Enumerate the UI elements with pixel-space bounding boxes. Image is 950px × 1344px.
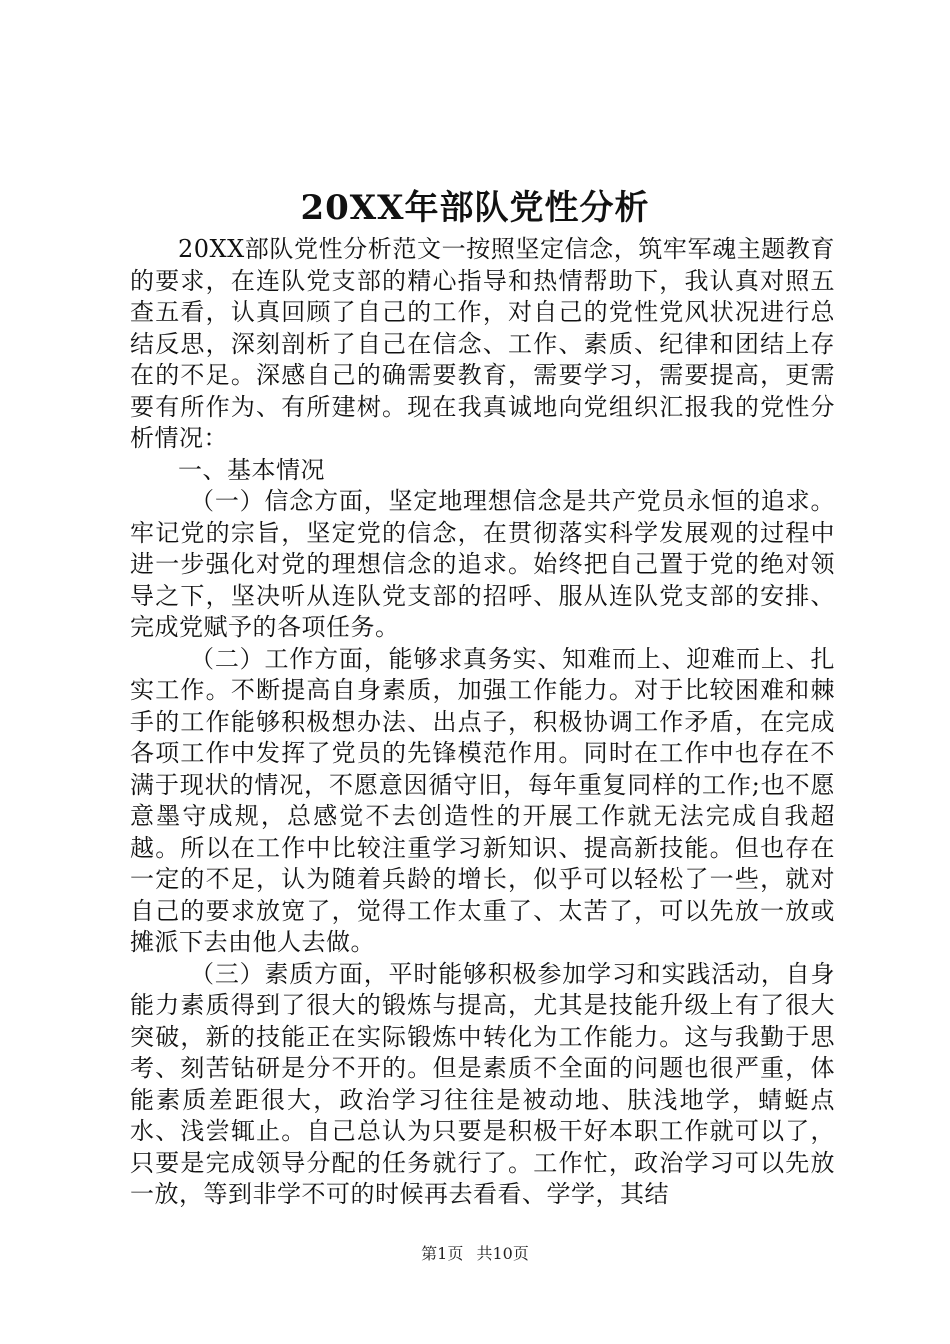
paragraph-quality: （三）素质方面，平时能够积极参加学习和实践活动，自身能力素质得到了很大的锻炼与提高，尤其是技能升级上有了很大突破，新的技能正在实际锻炼中转化为工作能力。这与我勤于思考、刻苦钻研是分不开的。但是素质不全面的问题也很严重，体能素质差距很大，政治学习往往是被动地、肤浅地学，蜻蜓点水、浅尝辄止。自己总认为只要是积极干好本职工作就可以了，只要是完成领导分配的任务就行了。工作忙，政治学习可以先放一放，等到非学不可的时候再去看看、学学，其结: [130, 959, 835, 1208]
page-footer: [0, 1242, 950, 1266]
paragraph-belief: （一）信念方面，坚定地理想信念是共产党员永恒的追求。牢记党的宗旨，坚定党的信念，在贯彻落实科学发展观的过程中进一步强化对党的理想信念的追求。始终把自己置于党的绝对领导之下，坚决听从连队党支部的招呼、服从连队党支部的安排、完成党赋予的各项任务。: [130, 487, 835, 641]
document-body: [130, 234, 835, 1211]
document-title: 20XX年部队党性分析: [300, 188, 650, 228]
paragraph-intro: 20XX部队党性分析范文一按照坚定信念，筑牢军魂主题教育的要求，在连队党支部的精心指导和热情帮助下，我认真对照五查五看，认真回顾了自己的工作，对自己的党性党风状况进行总结反思，深刻剖析了自己在信念、工作、素质、纪律和团结上存在的不足。深感自己的确需要教育，需要学习，需要提高，更需要有所作为、有所建树。现在我真诚地向党组织汇报我的党性分析情况：: [130, 235, 835, 452]
page-number: 第1页: [421, 1244, 464, 1263]
paragraph-work: （二）工作方面，能够求真务实、知难而上、迎难而上、扎实工作。不断提高自身素质，加强工作能力。对于比较困难和棘手的工作能够积极想办法、出点子，积极协调工作矛盾，在完成各项工作中发挥了党员的先锋模范作用。同时在工作中也存在不满于现状的情况，不愿意因循守旧，每年重复同样的工作;也不愿意墨守成规，总感觉不去创造性的开展工作就无法完成自我超越。所以在工作中比较注重学习新知识、提高新技能。但也存在一定的不足，认为随着兵龄的增长，似乎可以轻松了一些，就对自己的要求放宽了，觉得工作太重了、太苦了，可以先放一放或摊派下去由他人去做。: [130, 644, 835, 956]
page-total: 共10页: [476, 1244, 529, 1263]
section-heading-basic: 一、基本情况: [178, 455, 325, 484]
